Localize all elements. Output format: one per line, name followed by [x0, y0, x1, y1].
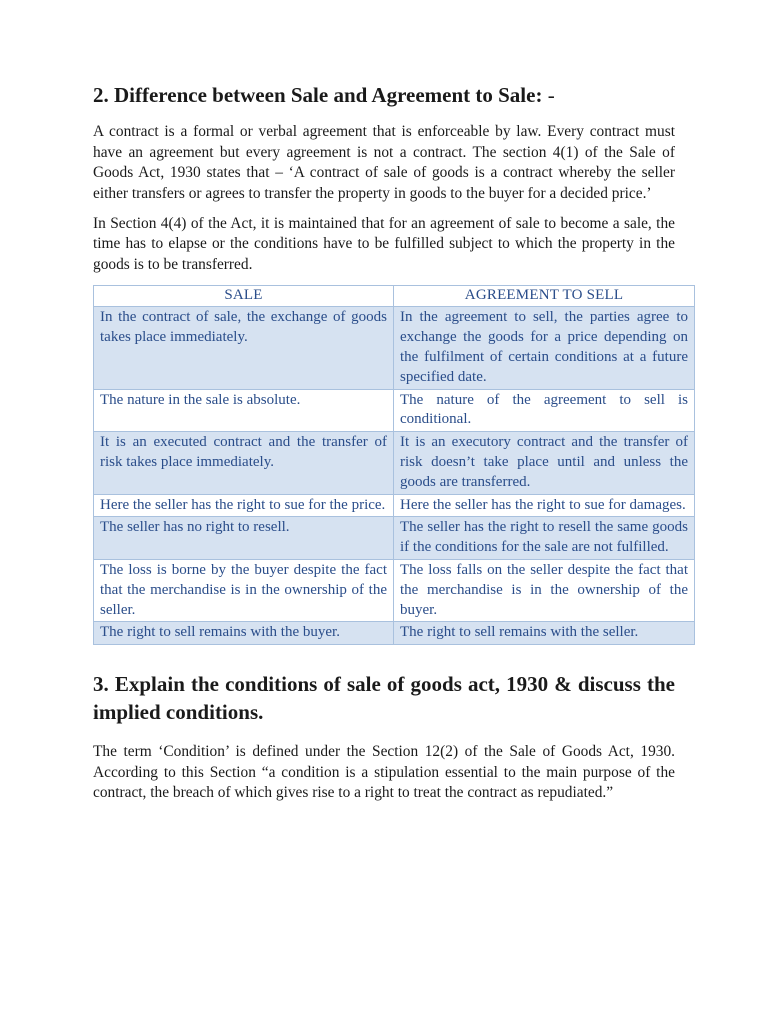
table-cell-sale: The loss is borne by the buyer despite the fact that the merchandise is in the ownership of the seller. [94, 559, 394, 621]
section-2-heading-text: 2. Difference between Sale and Agreement to Sale: [93, 83, 543, 107]
table-cell-sale: The right to sell remains with the buyer. [94, 622, 394, 645]
section-2-heading [93, 82, 675, 108]
column-header-agreement-to-sell: AGREEMENT TO SELL [394, 286, 695, 307]
table-row [94, 307, 695, 389]
table-cell-agreement: It is an executory contract and the transfer of risk doesn’t take place until and unless the goods are transferred. [394, 432, 695, 494]
table-cell-sale: It is an executed contract and the transfer of risk takes place immediately. [94, 432, 394, 494]
section-2-paragraph-1: A contract is a formal or verbal agreement that is enforceable by law. Every contract must have an agreement but every agreement is not a contract. The section 4(1) of the Sale of Goods Act, 1930 states that – ‘A contract of sale of goods is a contract whereby the seller either transfers or agrees to transfer the property in goods to the buyer for a decided price.’ [93, 123, 675, 203]
section-2-paragraph-2: In Section 4(4) of the Act, it is maintained that for an agreement of sale to become a sale, the time has to elapse or the conditions have to be fulfilled subject to which the property in the goods is to be transferred. [93, 214, 675, 273]
table-cell-agreement: The loss falls on the seller despite the fact that the merchandise is in the ownership of the buyer. [394, 559, 695, 621]
sale-vs-agreement-table [93, 285, 695, 645]
heading-dash: - [542, 83, 555, 107]
table-cell-sale: The nature in the sale is absolute. [94, 389, 394, 432]
table-cell-sale: The seller has no right to resell. [94, 517, 394, 560]
table-row [94, 432, 695, 494]
table-row [94, 494, 695, 517]
section-3-paragraph-1: The term ‘Condition’ is defined under the Section 12(2) of the Sale of Goods Act, 1930. According to this Section “a condition is a stipulation essential to the main purpose of the contract, the breach of which gives rise to a right to treat the contract as repudiated.” [93, 743, 675, 802]
table-row [94, 622, 695, 645]
document-page [93, 82, 688, 813]
table-row [94, 517, 695, 560]
table-cell-agreement: The seller has the right to resell the same goods if the conditions for the sale are not fulfilled. [394, 517, 695, 560]
table-row [94, 389, 695, 432]
table-header-row [94, 286, 695, 307]
table-cell-sale: Here the seller has the right to sue for the price. [94, 494, 394, 517]
column-header-sale: SALE [94, 286, 394, 307]
table-cell-agreement: Here the seller has the right to sue for damages. [394, 494, 695, 517]
table-cell-agreement: The right to sell remains with the seller. [394, 622, 695, 645]
table-cell-agreement: In the agreement to sell, the parties agree to exchange the goods for a price depending on the fulfilment of certain conditions at a future specified date. [394, 307, 695, 389]
table-row [94, 559, 695, 621]
section-3-heading: 3. Explain the conditions of sale of goods act, 1930 & discuss the implied conditions. [93, 672, 675, 725]
table-cell-agreement: The nature of the agreement to sell is conditional. [394, 389, 695, 432]
table-cell-sale: In the contract of sale, the exchange of goods takes place immediately. [94, 307, 394, 389]
